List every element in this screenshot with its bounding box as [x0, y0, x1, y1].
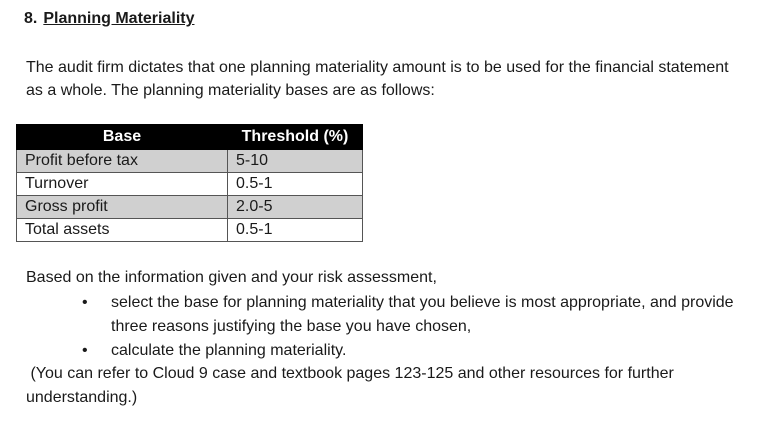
reference-note: (You can refer to Cloud 9 case and textbook pages 123-125 and other resources for further understanding.) [26, 365, 679, 406]
base-cell: Total assets [17, 219, 228, 242]
base-cell: Profit before tax [17, 150, 228, 173]
threshold-cell: 5-10 [228, 150, 363, 173]
table-row [17, 219, 363, 242]
list-item [80, 339, 745, 363]
task-text: select the base for planning materiality that you believe is most appropriate, and provide three reasons justifying the base you have chosen, [111, 294, 734, 335]
header-threshold: Threshold (%) [228, 125, 363, 150]
threshold-cell: 2.0-5 [228, 196, 363, 219]
table-row [17, 173, 363, 196]
materiality-bases-table [16, 124, 363, 242]
table-row [17, 150, 363, 173]
header-base: Base [17, 125, 228, 150]
task-list [80, 291, 745, 363]
base-cell: Turnover [17, 173, 228, 196]
list-item [80, 291, 745, 339]
followup-text: Based on the information given and your risk assessment, [26, 269, 437, 286]
bullet-icon: • [82, 342, 88, 359]
table-header-row [17, 125, 363, 150]
threshold-cell: 0.5-1 [228, 219, 363, 242]
base-cell: Gross profit [17, 196, 228, 219]
bullet-icon: • [82, 294, 88, 311]
section-number: 8. [24, 10, 38, 27]
section-heading [24, 10, 194, 28]
threshold-cell: 0.5-1 [228, 173, 363, 196]
table-row [17, 196, 363, 219]
section-title: Planning Materiality [43, 10, 195, 27]
intro-paragraph: The audit firm dictates that one planning materiality amount is to be used for the financial statement as a whole. The planning materiality bases are as follows: [26, 59, 729, 99]
task-text: calculate the planning materiality. [111, 342, 347, 359]
